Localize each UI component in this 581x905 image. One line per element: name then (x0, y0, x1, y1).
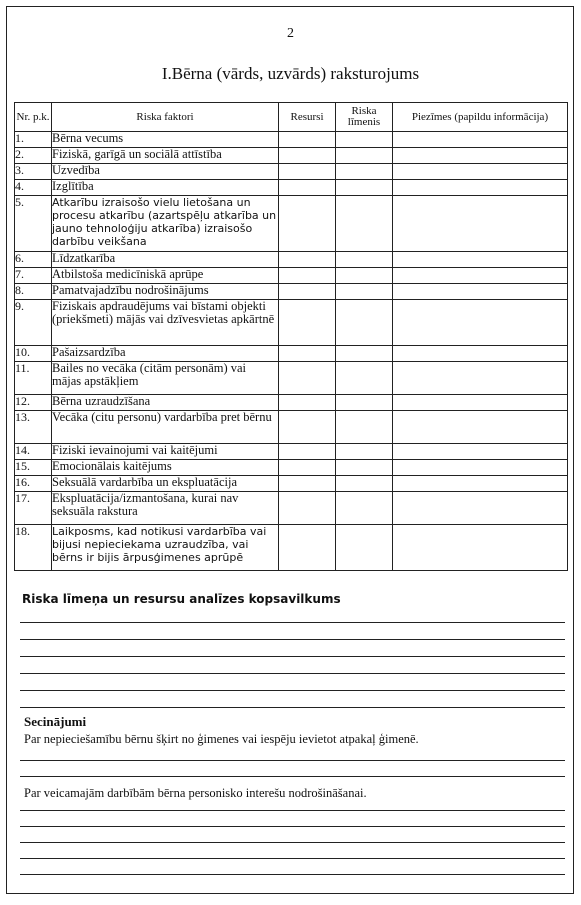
writing-line (20, 707, 565, 708)
conclusions-title: Secinājumi (24, 714, 87, 729)
row-number: 3. (15, 164, 52, 180)
table-row (15, 252, 568, 268)
resources-cell[interactable] (279, 284, 336, 300)
writing-line (20, 842, 565, 843)
risk-level-cell[interactable] (336, 444, 393, 460)
table-row (15, 476, 568, 492)
resources-cell[interactable] (279, 492, 336, 525)
risk-factor: Atkarību izraisošo vielu lietošana un procesu atkarību (azartspēļu atkarība un jauno tehnoloģiju atkarība) izraisošo darbību veikšana (52, 196, 279, 252)
writing-line (20, 874, 565, 875)
risk-level-cell[interactable] (336, 284, 393, 300)
row-number: 8. (15, 284, 52, 300)
resources-cell[interactable] (279, 180, 336, 196)
header-nr: Nr. p.k. (15, 103, 52, 132)
row-number: 16. (15, 476, 52, 492)
resources-cell[interactable] (279, 164, 336, 180)
notes-cell[interactable] (393, 284, 568, 300)
table-row (15, 411, 568, 444)
notes-cell[interactable] (393, 346, 568, 362)
row-number: 17. (15, 492, 52, 525)
risk-factor: Laikposms, kad notikusi vardarbība vai bijusi nepieciekama uzraudzība, vai bērns ir bijis ārpusģimenes aprūpē (52, 525, 279, 571)
risk-factor: Bailes no vecāka (citām personām) vai mājas apstākļiem (52, 362, 279, 395)
resources-cell[interactable] (279, 300, 336, 346)
row-number: 14. (15, 444, 52, 460)
resources-cell[interactable] (279, 148, 336, 164)
resources-cell[interactable] (279, 196, 336, 252)
writing-line (20, 760, 565, 761)
risk-level-cell[interactable] (336, 268, 393, 284)
row-number: 18. (15, 525, 52, 571)
row-number: 11. (15, 362, 52, 395)
resources-cell[interactable] (279, 132, 336, 148)
resources-cell[interactable] (279, 395, 336, 411)
notes-cell[interactable] (393, 492, 568, 525)
risk-factor: Ekspluatācija/izmantošana, kurai nav seksuāla rakstura (52, 492, 279, 525)
table-row (15, 148, 568, 164)
row-number: 7. (15, 268, 52, 284)
risk-level-cell[interactable] (336, 132, 393, 148)
risk-level-cell[interactable] (336, 525, 393, 571)
notes-cell[interactable] (393, 252, 568, 268)
notes-cell[interactable] (393, 395, 568, 411)
notes-cell[interactable] (393, 180, 568, 196)
table-row (15, 284, 568, 300)
row-number: 9. (15, 300, 52, 346)
table-row (15, 268, 568, 284)
header-risk-level: Riska līmenis (336, 103, 393, 132)
notes-cell[interactable] (393, 411, 568, 444)
resources-cell[interactable] (279, 252, 336, 268)
notes-cell[interactable] (393, 460, 568, 476)
risk-factor: Bērna uzraudzīšana (52, 395, 279, 411)
risk-factor: Pašaizsardzība (52, 346, 279, 362)
risk-factor: Fiziskā, garīgā un sociālā attīstība (52, 148, 279, 164)
writing-line (20, 639, 565, 640)
risk-factor: Izglītība (52, 180, 279, 196)
resources-cell[interactable] (279, 444, 336, 460)
risk-factor: Seksuālā vardarbība un ekspluatācija (52, 476, 279, 492)
writing-line (20, 673, 565, 674)
notes-cell[interactable] (393, 132, 568, 148)
row-number: 10. (15, 346, 52, 362)
resources-cell[interactable] (279, 476, 336, 492)
header-factor: Riska faktori (52, 103, 279, 132)
row-number: 4. (15, 180, 52, 196)
notes-cell[interactable] (393, 444, 568, 460)
writing-line (20, 776, 565, 777)
resources-cell[interactable] (279, 460, 336, 476)
resources-cell[interactable] (279, 362, 336, 395)
page-title: I.Bērna (vārds, uzvārds) raksturojums (161, 64, 420, 83)
table-row (15, 395, 568, 411)
notes-cell[interactable] (393, 476, 568, 492)
table-row (15, 346, 568, 362)
row-number: 6. (15, 252, 52, 268)
notes-cell[interactable] (393, 164, 568, 180)
table-row (15, 362, 568, 395)
row-number: 1. (15, 132, 52, 148)
resources-cell[interactable] (279, 525, 336, 571)
table-row (15, 132, 568, 148)
table-row (15, 196, 568, 252)
conclusion-question-1: Par nepieciešamību bērnu šķirt no ģimenes vai iespēju ievietot atpakaļ ģimenē. (24, 732, 419, 746)
risk-level-cell[interactable] (336, 492, 393, 525)
resources-cell[interactable] (279, 346, 336, 362)
notes-cell[interactable] (393, 525, 568, 571)
table-row (15, 460, 568, 476)
notes-cell[interactable] (393, 148, 568, 164)
risk-level-cell[interactable] (336, 148, 393, 164)
notes-cell[interactable] (393, 300, 568, 346)
page-number: 2 (287, 26, 294, 41)
header-notes: Piezīmes (papildu informācija) (393, 103, 568, 132)
risk-factor: Bērna vecums (52, 132, 279, 148)
risk-level-cell[interactable] (336, 411, 393, 444)
resources-cell[interactable] (279, 268, 336, 284)
writing-line (20, 826, 565, 827)
risk-factor: Fiziski ievainojumi vai kaitējumi (52, 444, 279, 460)
table-row (15, 180, 568, 196)
writing-line (20, 656, 565, 657)
risk-factor: Pamatvajadzību nodrošinājums (52, 284, 279, 300)
table-row (15, 300, 568, 346)
row-number: 13. (15, 411, 52, 444)
risk-level-cell[interactable] (336, 476, 393, 492)
table-row (15, 492, 568, 525)
row-number: 15. (15, 460, 52, 476)
table-row (15, 164, 568, 180)
header-resources: Resursi (279, 103, 336, 132)
risk-factors-table (14, 102, 568, 571)
summary-title: Riska līmeņa un resursu analīzes kopsavilkums (22, 592, 341, 606)
risk-factor: Emocionālais kaitējums (52, 460, 279, 476)
risk-factor: Atbilstoša medicīniskā aprūpe (52, 268, 279, 284)
row-number: 12. (15, 395, 52, 411)
table-row (15, 444, 568, 460)
writing-line (20, 858, 565, 859)
writing-line (20, 622, 565, 623)
risk-level-cell[interactable] (336, 362, 393, 395)
notes-cell[interactable] (393, 196, 568, 252)
risk-level-cell[interactable] (336, 164, 393, 180)
conclusion-question-2: Par veicamajām darbībām bērna personisko interešu nodrošināšanai. (24, 786, 367, 800)
risk-level-cell[interactable] (336, 346, 393, 362)
writing-line (20, 690, 565, 691)
table-header-row (15, 103, 568, 132)
risk-level-cell[interactable] (336, 196, 393, 252)
notes-cell[interactable] (393, 268, 568, 284)
risk-level-cell[interactable] (336, 395, 393, 411)
resources-cell[interactable] (279, 411, 336, 444)
table-row (15, 525, 568, 571)
risk-level-cell[interactable] (336, 252, 393, 268)
risk-level-cell[interactable] (336, 180, 393, 196)
writing-line (20, 810, 565, 811)
risk-level-cell[interactable] (336, 460, 393, 476)
risk-factor: Līdzatkarība (52, 252, 279, 268)
risk-level-cell[interactable] (336, 300, 393, 346)
risk-factor: Vecāka (citu personu) vardarbība pret bērnu (52, 411, 279, 444)
row-number: 5. (15, 196, 52, 252)
risk-factor: Fiziskais apdraudējums vai bīstami objekti (priekšmeti) mājās vai dzīvesvietas apkārtnē (52, 300, 279, 346)
notes-cell[interactable] (393, 362, 568, 395)
row-number: 2. (15, 148, 52, 164)
risk-factor: Uzvedība (52, 164, 279, 180)
table-body (15, 132, 568, 571)
